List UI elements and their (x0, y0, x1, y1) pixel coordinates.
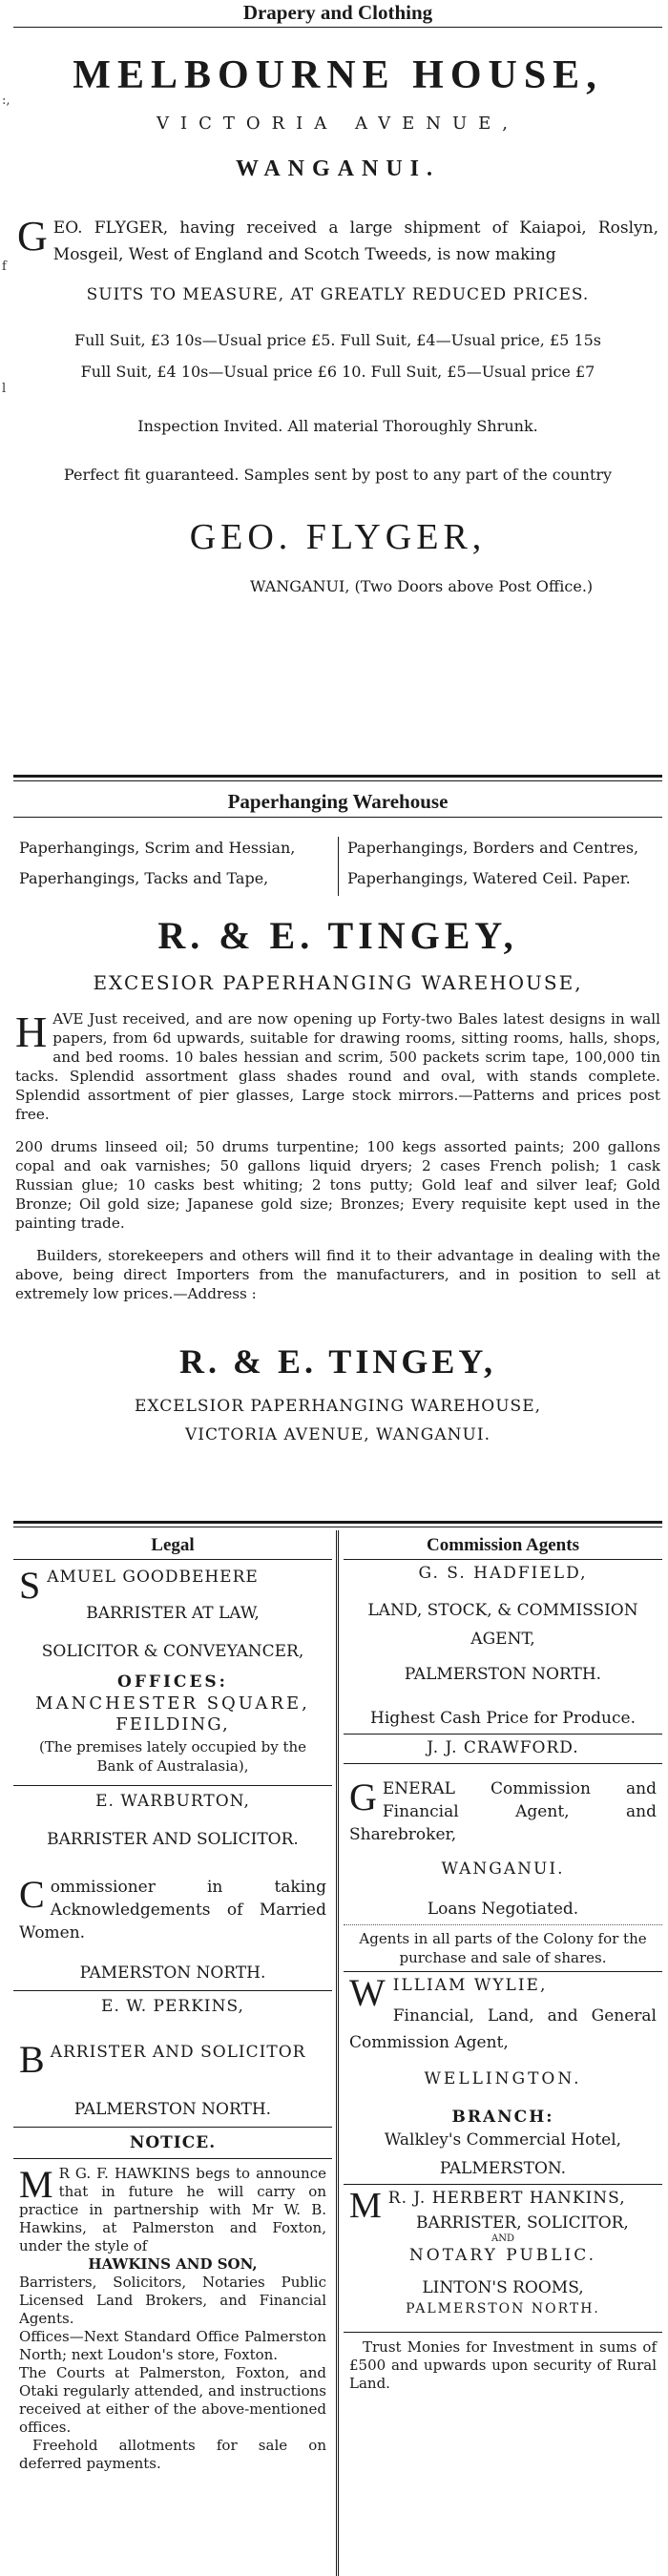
column-divider (336, 1530, 339, 2576)
agent-name: G. S. HADFIELD, (418, 1564, 588, 1583)
goods-paragraph: 200 drums linseed oil; 50 drums turpentine; 100 kegs assorted paints; 200 gallons copal and oak varnishes; 50 gallons liquid dryers; 2 cases French polish; 1 cask Russian glue; 10 casks best whiting; 2 tons putty; Gold leaf and silver leaf; Gold Bronze; Oil gold size; Japanese gold size; Bronzes; Every requisite kept used in the painting trade. (15, 1138, 660, 1232)
lawyer-name: E. WARBURTON, (95, 1792, 250, 1811)
notice-heading: NOTICE. (129, 2133, 217, 2152)
divider (344, 1924, 662, 1925)
agent-title: BARRISTER, SOLICITOR, (415, 2213, 629, 2233)
warehouse-name-2: EXCELSIOR PAPERHANGING WAREHOUSE, (134, 1397, 542, 1416)
notice-text: The Courts at Palmerston, Foxton, and Otaki regularly attended, and instructions received at either of the above-mentioned offices. (19, 2364, 326, 2436)
suits-line: SUITS TO MEASURE, AT GREATLY REDUCED PRICES. (86, 285, 590, 304)
agent-rooms: LINTON'S ROOMS, (422, 2278, 584, 2297)
drop-cap: M (19, 2163, 53, 2206)
lawyer-name: AMUEL GOODBEHERE (47, 1568, 259, 1587)
section-divider (13, 775, 662, 778)
divider (344, 1763, 662, 1764)
branch-label: BRANCH: (451, 2108, 554, 2127)
drop-cap: W (349, 1971, 387, 2014)
divider (13, 2158, 332, 2159)
crawford-ad (344, 1735, 662, 1967)
notice-text: Offices—Next Standard Office Palmerston North; next Loudon's store, Foxton. (19, 2328, 326, 2363)
drop-cap: G (349, 1776, 377, 1818)
agent-name: ILLIAM WYLIE, (392, 1976, 548, 1995)
lawyer-town: PAMERSTON NORTH. (79, 1963, 266, 1983)
agent-town: WELLINGTON. (424, 2069, 582, 2088)
list-item: Paperhangings, Borders and Centres, (347, 839, 639, 857)
warehouse-name: EXCESIOR PAPERHANGING WAREHOUSE, (93, 971, 583, 994)
branch-name: Walkley's Commercial Hotel, (384, 2130, 622, 2150)
notice-firm: HAWKINS AND SON, (88, 2255, 258, 2273)
lawyer-town: PALMERSTON NORTH. (73, 2100, 272, 2119)
agent-loans: Loans Negotiated. (427, 1900, 579, 1919)
fit-line: Perfect fit guaranteed. Samples sent by post to any part of the country (63, 466, 613, 484)
paperhanging-section (13, 786, 662, 1444)
goodbehere-ad (13, 1560, 332, 1776)
margin-mark: :, (2, 93, 10, 108)
agent-note: Agents in all parts of the Colony for the purchase and sale of shares. (359, 1930, 647, 1966)
shop-address: WANGANUI, (Two Doors above Post Office.) (250, 577, 594, 595)
lawyer-title: SOLICITOR & CONVEYANCER, (41, 1642, 304, 1661)
lawyer-title: BARRISTER AND SOLICITOR. (47, 1830, 299, 1849)
divider (13, 817, 662, 818)
firm-name: R. & E. TINGEY, (157, 914, 518, 957)
perkins-ad (13, 1991, 332, 2121)
avenue-line: VICTORIA AVENUE, WANGANUI. (185, 1425, 491, 1444)
items-left (19, 833, 334, 894)
stock-paragraph (13, 1009, 662, 1124)
paragraph-text: AVE Just received, and are now opening up Forty-two Bales latest designs in wall papers, from 6d upwards, suitable for drawing rooms, sitting rooms, halls, shops, and bed rooms. 10 bales hessian and scrim, 500 packets scrim tape, 100,000 tin tacks. Splendid assortment glass shades round and oval, with stands complete. Splendid assortment of pier glasses, Large stock mirrors.—Patterns and prices post free. (15, 1010, 660, 1123)
office-location: MANCHESTER SQUARE, (35, 1693, 310, 1714)
inspection-line: Inspection Invited. All material Thoroughly Shrunk. (137, 417, 538, 435)
wylie-ad (344, 1972, 662, 2180)
newspaper-page (13, 0, 662, 2576)
firm-name-2: R. & E. TINGEY, (178, 1342, 497, 1381)
margin-mark: f (2, 260, 7, 274)
notice-text: R G. F. HAWKINS begs to announce that in future he will carry on practice in partnership with Mr W. B. Hawkins, at Palmerston and Foxton, under the style of (19, 2165, 326, 2254)
drop-cap: S (19, 1564, 42, 1607)
margin-mark: l (2, 382, 7, 396)
street-name: VICTORIA AVENUE, (156, 114, 520, 134)
prices-line: Full Suit, £4 10s—Usual price £6 10. Full Suit, £5—Usual price £7 (80, 363, 595, 381)
list-item: Paperhangings, Tacks and Tape, (19, 869, 269, 887)
commission-column (344, 1530, 662, 2393)
agent-name: J. J. CRAWFORD. (427, 1738, 579, 1757)
branch-town: PALMERSTON. (439, 2159, 567, 2178)
section-divider (13, 780, 662, 781)
builders-paragraph: Builders, storekeepers and others will find it to their advantage in dealing with the above, being direct Importers from the manufacturers, and in position to sell at extremely low prices.—Address : (15, 1247, 660, 1302)
agent-text: Financial, Land, and General Commission Agent, (349, 2006, 657, 2052)
warburton-ad (13, 1786, 332, 1984)
drop-cap: H (15, 1008, 48, 1056)
offices-label: OFFICES: (117, 1672, 228, 1692)
section-title: Paperhanging Warehouse (227, 790, 449, 813)
drop-cap: M (349, 2186, 383, 2226)
agent-title: LAND, STOCK, & COMMISSION AGENT, (367, 1601, 638, 1649)
firm-name: MELBOURNE HOUSE, (73, 53, 603, 97)
section-title: Commission Agents (427, 1535, 579, 1555)
section-title: Drapery and Clothing (242, 1, 433, 24)
section-title: Legal (151, 1535, 195, 1555)
agent-note: Highest Cash Price for Produce. (370, 1709, 636, 1728)
office-town: FEILDING, (115, 1714, 230, 1735)
signature: GEO. FLYGER, (189, 517, 487, 557)
section-divider (13, 1521, 662, 1524)
agent-town: PALMERSTON NORTH. (404, 1665, 602, 1684)
hadfield-ad (344, 1560, 662, 1730)
column-rule (338, 837, 339, 896)
lawyer-title: ARRISTER AND SOLICITOR (50, 2043, 306, 2062)
lawyer-name: E. W. PERKINS, (101, 1997, 244, 2016)
prices-line: Full Suit, £3 10s—Usual price £5. Full Suit, £4—Usual price, £5 15s (74, 331, 601, 349)
items-table (13, 833, 662, 900)
agent-title: NOTARY PUBLIC. (408, 2246, 597, 2265)
hankins-ad (344, 2185, 662, 2393)
divider (344, 2332, 662, 2333)
agent-town: WANGANUI. (441, 1859, 565, 1879)
agent-name: R. J. HERBERT HANKINS, (387, 2189, 626, 2208)
lawyer-title: BARRISTER AT LAW, (86, 1604, 260, 1623)
notice-ad (13, 2128, 332, 2473)
divider (13, 27, 662, 28)
drapery-section (13, 0, 662, 595)
list-item: Paperhangings, Scrim and Hessian, (19, 839, 296, 857)
notice-text: Freehold allotments for sale on deferred payments. (19, 2437, 326, 2472)
lawyer-text: ommissioner in taking Acknowledgements of Married Women. (19, 1878, 326, 1942)
drop-cap: B (19, 2038, 45, 2081)
intro-paragraph (13, 215, 662, 268)
agent-text: ENERAL Commission and Financial Agent, and Sharebroker, (349, 1779, 657, 1844)
agent-town: PALMERSTON NORTH. (406, 2301, 600, 2316)
drop-cap: C (19, 1873, 45, 1916)
notice-text: Barristers, Solicitors, Notaries Public Licensed Land Brokers, and Financial Agents. (19, 2274, 326, 2327)
agent-note: Trust Monies for Investment in sums of £500 and upwards upon security of Rural Land. (349, 2338, 657, 2392)
intro-text: EO. FLYGER, having received a large shipment of Kaiapoi, Roslyn, Mosgeil, West of England and Scotch Tweeds, is now making (52, 218, 658, 264)
items-right (347, 833, 662, 894)
list-item: Paperhangings, Watered Ceil. Paper. (347, 869, 631, 887)
agent-and: AND (491, 2233, 514, 2244)
drop-cap: G (17, 213, 48, 260)
office-note: (The premises lately occupied by the Bank of Australasia), (38, 1738, 307, 1775)
legal-column (13, 1530, 332, 2473)
town-name: WANGANUI. (235, 156, 440, 181)
